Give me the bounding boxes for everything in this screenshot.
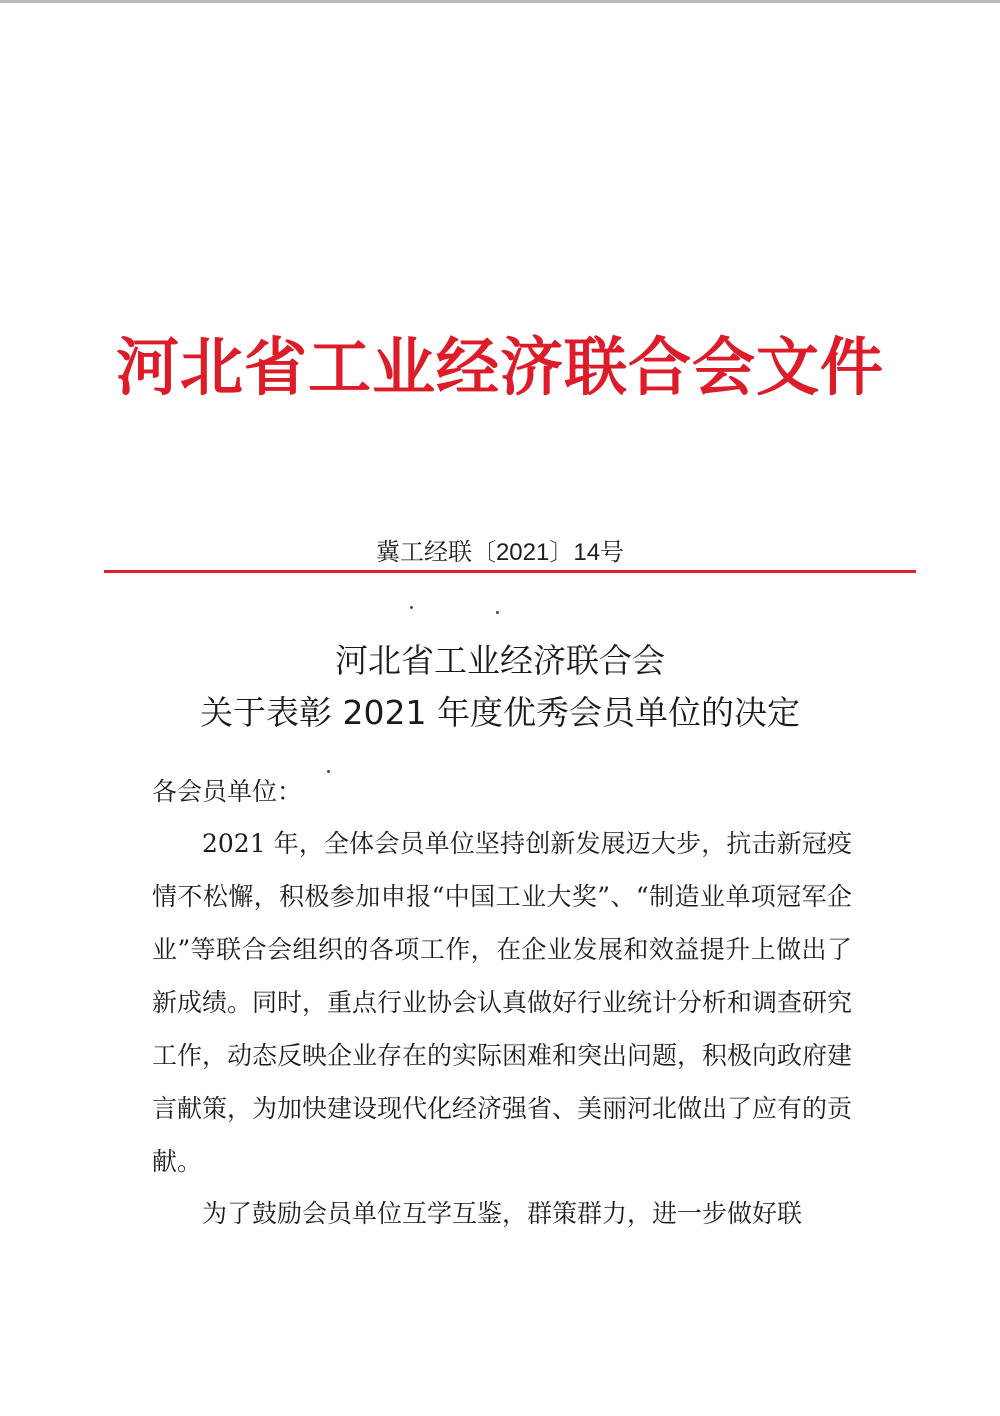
salutation: 各会员单位： (152, 777, 303, 806)
document-header: 河北省工业经济联合会文件 (116, 331, 884, 404)
scan-edge (0, 0, 1000, 3)
document-title-line-2: 关于表彰 2021 年度优秀会员单位的决定 (200, 693, 800, 732)
scan-speck (496, 611, 499, 614)
document-number: 冀工经联〔2021〕14号 (375, 539, 625, 566)
red-divider (104, 570, 916, 573)
body-paragraph: 2021 年，全体会员单位坚持创新发展迈大步，抗击新冠疫情不松懈，积极参加申报“中国工业大奖”、“制造业单项冠军企业”等联合会组织的各项工作，在企业发展和效益提升上做出了新成绩。同时，重点行业协会认真做好行业统计分析和调查研究工作，动态反映企业存在的实际困难和突出问题，积极向政府建言献策，为加快建设现代化经济强省、美丽河北做出了应有的贡献。 (152, 829, 853, 1176)
scan-speck (410, 606, 413, 609)
body-paragraph: 为了鼓励会员单位互学互鉴，群策群力，进一步做好联 (202, 1199, 803, 1228)
document-title-line-1: 河北省工业经济联合会 (335, 641, 665, 680)
